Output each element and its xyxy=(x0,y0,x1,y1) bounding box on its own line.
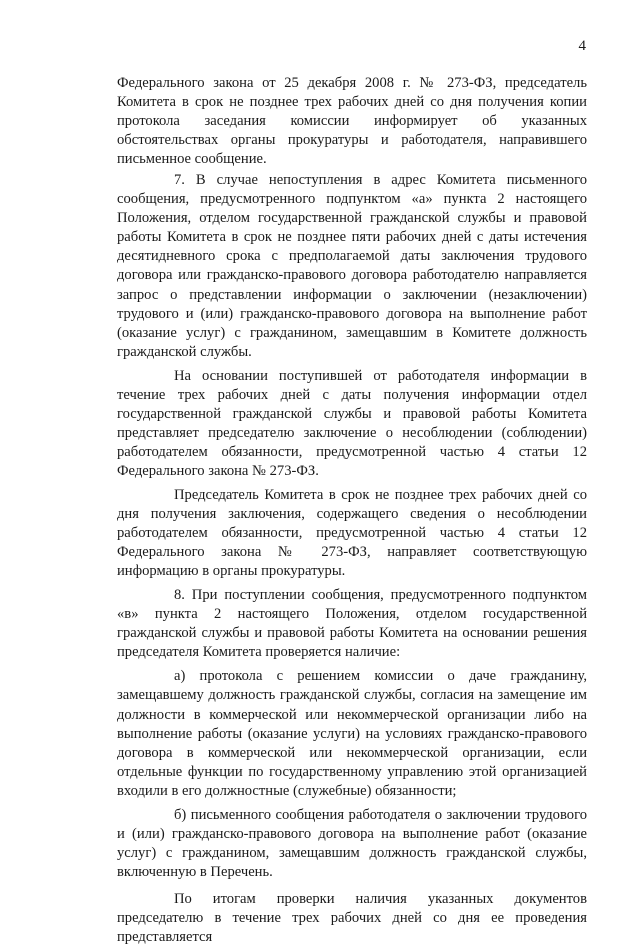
page-number: 4 xyxy=(578,38,586,54)
document-body xyxy=(117,74,587,949)
paragraph-chairman-action: Председатель Комитета в срок не позднее трех рабочих дней со дня получения заключения, содержащего сведения о несоблюдении работодателем обязанности, предусмотренной частью 4 статьи 12 Федерального закона № 273-ФЗ, направляет соответствующую информацию в органы прокуратуры. xyxy=(117,486,587,580)
paragraph-subitem-b: б) письменного сообщения работодателя о заключении трудового и (или) гражданско-правового договора на выполнение работ (оказание услуг) с гражданином, замещавшим должность гражданской службы, включенную в Перечень. xyxy=(117,806,587,880)
paragraph-employer-info: На основании поступившей от работодателя информации в течение трех рабочих дней с даты получения информации отдел государственной гражданской службы и правовой работы Комитета представляет председателю заключение о несоблюдении (соблюдении) работодателем обязанности, предусмотренной частью 4 статьи 12 Федерального закона № 273-ФЗ. xyxy=(117,367,587,479)
paragraph-item-8: 8. При поступлении сообщения, предусмотренного подпунктом «в» пункта 2 настоящего Положения, отделом государственной гражданской службы и правовой работы Комитета на основании решения председателя Комитета проверяется наличие: xyxy=(117,587,587,661)
paragraph-item-7: 7. В случае непоступления в адрес Комитета письменного сообщения, предусмотренного подпунктом «а» пункта 2 настоящего Положения, отделом государственной гражданской службы и правовой работы Комитета в срок не позднее пяти рабочих дней с даты истечения десятидневного срока с предполагаемой даты заключения трудового договора или гражданско-правового договора работодателю направляется запрос о представлении информации о заключении (незаключении) трудового и (или) гражданско-правового договора на выполнение работ (оказание услуг) с гражданином, замещавшим в Комитете должность гражданской службы. xyxy=(117,172,587,360)
paragraph-subitem-a: а) протокола с решением комиссии о даче гражданину, замещавшему должность гражданской службы, согласия на замещение им должности в коммерческой или некоммерческой организации либо на выполнение работы (оказание услуги) на условиях гражданско-правового договора в коммерческой или некоммерческой организации, если отдельные функции по государственному управлению этой организацией входили в его должностные (служебные) обязанности; xyxy=(117,668,587,799)
paragraph-continuation: Федерального закона от 25 декабря 2008 г. № 273-ФЗ, председатель Комитета в срок не позднее трех рабочих дней со дня получения копии протокола заседания комиссии информирует об указанных обстоятельствах органы прокуратуры и работодателя, направившего письменное сообщение. xyxy=(117,75,587,168)
paragraph-check-results: По итогам проверки наличия указанных документов председателю в течение трех рабочих дней со дня ее проведения представляется xyxy=(117,890,587,946)
